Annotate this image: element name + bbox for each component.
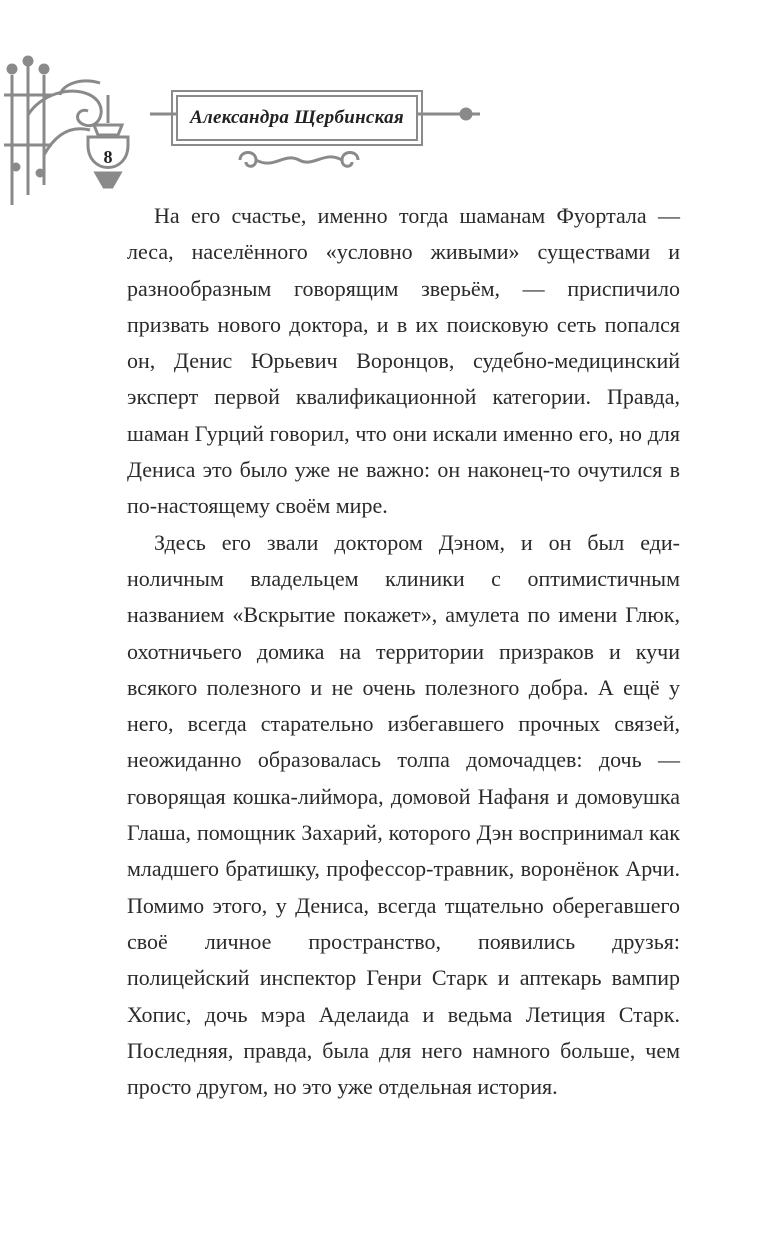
scroll-flourish-icon [234,148,364,172]
paragraph: Здесь его звали доктором Дэном, и он был единоличным владельцем клиники с оптимистичным названием «Вскрытие покажет», амулета по имени Глюк, охотничьего домика на территории призраков и кучи всякого полезного и не очень полезного добра. А ещё у него, всегда старательно избегавшего прочных связей, неожиданно образовалась толпа домочадцев: дочь — говорящая кошка-лиймора, домовой Нафаня и домовушка Глаша, помощник Захарий, которого Дэн воспринимал как младшего братишку, профессор-травник, воронёнок Арчи. Помимо этого, у Дениса, всегда тщательно оберегавшего своё личное пространство, появились друзья: полицейский инспектор Генри Старк и аптекарь вампир Хопис, дочь мэра Аделаида и ведьма Летиция Старк. Последняя, правда, была для него намного больше, чем просто другом, но это уже отдельная история. [127,529,680,1100]
wrought-iron-ornament-icon [0,55,180,215]
body-text [127,198,680,1105]
page-number: 8 [103,147,113,167]
author-name: Александра Щербинская [189,107,405,128]
running-header-author [176,95,418,141]
paragraph: На его счастье, именно тогда шаманам Фуортала — леса, населённого «условно живыми» существами и разнообразным говорящим зверьём, — приспичило призвать нового доктора, и в их поисковую сеть попался он, Денис Юрьевич Воронцов, судебно-медицинский эксперт первой квалификационной категории. Правда, шаман Гурций говорил, что они искали именно его, но для Дениса это было уже не важно: он наконец-то очутился в по-настоящему своём мире. [127,203,680,519]
